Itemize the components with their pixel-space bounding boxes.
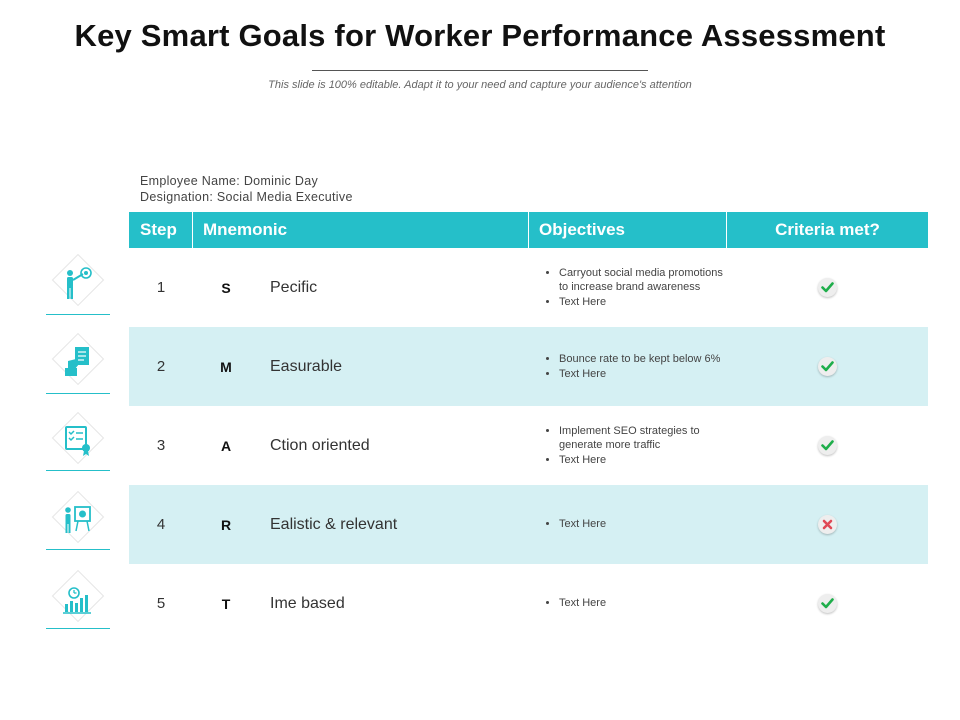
icon-divider: [46, 628, 110, 629]
target-person-icon: [46, 252, 110, 320]
objective-item: • Text Here: [559, 596, 727, 611]
mnemonic-letter: T: [221, 595, 231, 612]
hand-document-icon: [46, 331, 110, 399]
header-objectives: Objectives: [529, 212, 727, 248]
objective-item: • Text Here: [559, 517, 727, 532]
objectives-cell: [529, 596, 727, 611]
mnemonic-letter: M: [220, 358, 232, 375]
header-step: Step: [129, 212, 193, 248]
objective-item: • Implement SEO strategies to generate more traffic: [559, 424, 727, 453]
title-divider: [312, 70, 648, 71]
table-row: [129, 485, 928, 564]
criteria-cell: [727, 357, 928, 376]
mnemonic-letter: A: [220, 437, 232, 454]
mnemonic-word: Ime based: [270, 594, 345, 612]
criteria-cell: [727, 594, 928, 613]
table-header: [129, 212, 928, 248]
presenter-board-icon: [46, 489, 110, 557]
smart-goals-table: [129, 212, 928, 643]
employee-info: [140, 173, 353, 205]
step-number: 2: [156, 358, 166, 375]
table-row: [129, 327, 928, 406]
mnemonic-letter: S: [221, 279, 231, 296]
objectives-cell: [529, 352, 727, 381]
cross-icon: [818, 515, 837, 534]
table-row: [129, 564, 928, 643]
objective-item: • Bounce rate to be kept below 6%: [559, 352, 727, 367]
checklist-certificate-icon: [46, 410, 110, 478]
objectives-cell: [529, 266, 727, 310]
icon-divider: [46, 393, 110, 394]
icon-divider: [46, 549, 110, 550]
table-row: [129, 248, 928, 327]
objectives-cell: [529, 424, 727, 468]
step-number: 3: [156, 437, 166, 454]
criteria-cell: [727, 436, 928, 455]
page-title: Key Smart Goals for Worker Performance Assessment: [74, 18, 886, 53]
check-icon: [818, 278, 837, 297]
page-subtitle: This slide is 100% editable. Adapt it to your need and capture your audience's attention: [268, 79, 692, 91]
table-row: [129, 406, 928, 485]
objective-item: • Text Here: [559, 453, 727, 468]
objectives-cell: [529, 517, 727, 532]
criteria-cell: [727, 515, 928, 534]
objective-item: • Carryout social media promotions to increase brand awareness: [559, 266, 727, 295]
mnemonic-word: Ction oriented: [270, 436, 370, 454]
icon-divider: [46, 470, 110, 471]
employee-name: Employee Name: Dominic Day: [140, 174, 318, 188]
mnemonic-word: Easurable: [270, 357, 343, 375]
check-icon: [818, 594, 837, 613]
objective-item: • Text Here: [559, 367, 727, 382]
mnemonic-word: Pecific: [270, 278, 318, 296]
objective-item: • Text Here: [559, 295, 727, 310]
check-icon: [818, 436, 837, 455]
mnemonic-letter: R: [220, 516, 232, 533]
clock-bar-chart-icon: [46, 568, 110, 636]
check-icon: [818, 357, 837, 376]
mnemonic-word: Ealistic & relevant: [270, 515, 398, 533]
criteria-cell: [727, 278, 928, 297]
header-criteria-met: Criteria met?: [775, 220, 880, 239]
step-number: 5: [156, 595, 166, 612]
employee-designation: Designation: Social Media Executive: [140, 190, 353, 204]
header-mnemonic: Mnemonic: [193, 212, 529, 248]
step-number: 1: [156, 279, 166, 296]
step-number: 4: [156, 516, 166, 533]
icon-divider: [46, 314, 110, 315]
